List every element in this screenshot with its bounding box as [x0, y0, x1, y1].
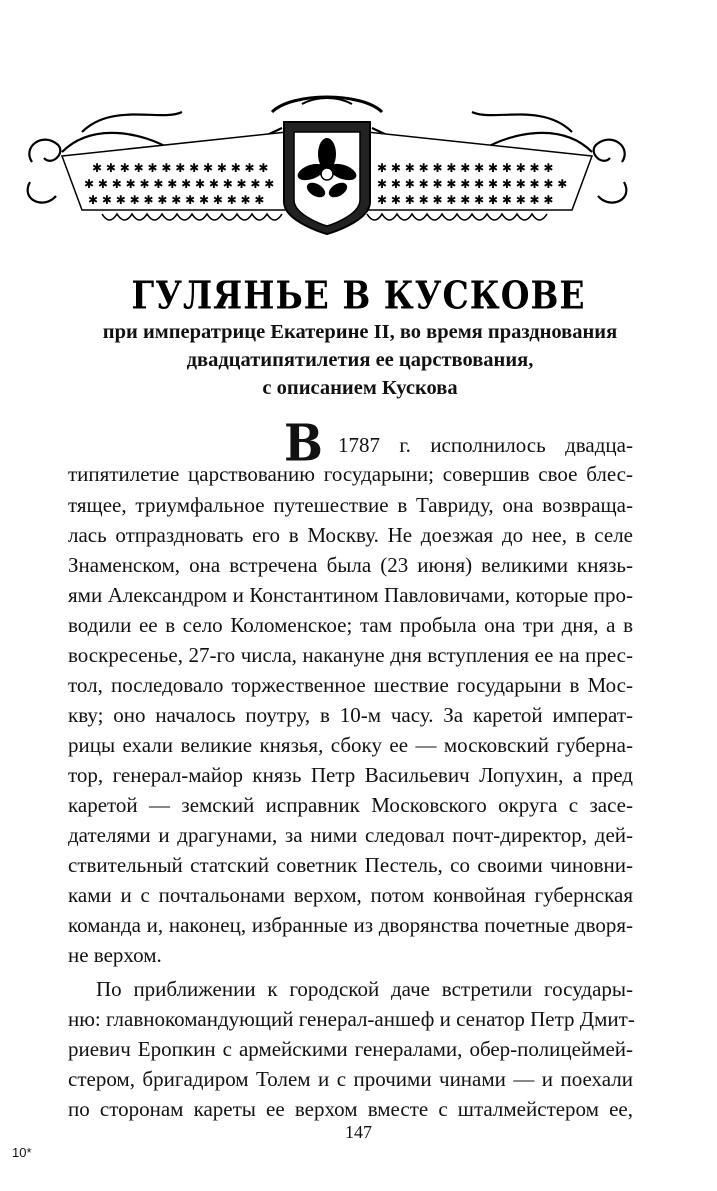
svg-text:✱ ✱ ✱ ✱ ✱ ✱ ✱ ✱ ✱ ✱ ✱ ✱ ✱: ✱ ✱ ✱ ✱ ✱ ✱ ✱ ✱ ✱ ✱ ✱ ✱ ✱	[92, 161, 269, 175]
text-line: воскресенье, 27-го числа, накануне дня вступления ее на прес-	[68, 643, 633, 667]
drop-cap: В	[284, 413, 323, 473]
text-line: кву; оно началось поутру, в 10-м часу. За каретой императ-	[68, 703, 633, 727]
chapter-subtitle-line-2: двадцатипятилетия ее царствования,	[186, 349, 534, 371]
text-line: каретой — земский исправник Московского округа с засе-	[68, 793, 633, 817]
chapter-title: ГУЛЯНЬЕ В КУСКОВЕ	[131, 273, 586, 318]
text-line: дателями и драгунами, за ними следовал почт-директор, дей-	[68, 823, 633, 847]
text-line: 1787 г. исполнилось двадца-	[338, 433, 633, 457]
text-line: тящее, триумфальное путешествие в Тавриду, она возвраща-	[68, 493, 633, 517]
text-line: водили ее в село Коломенское; там пробыла она три дня, а в	[68, 613, 633, 637]
svg-text:✱ ✱ ✱ ✱ ✱ ✱ ✱ ✱ ✱ ✱ ✱ ✱ ✱: ✱ ✱ ✱ ✱ ✱ ✱ ✱ ✱ ✱ ✱ ✱ ✱ ✱	[377, 193, 554, 207]
text-line: ню: главнокомандующий генерал-аншеф и сенатор Петр Дмит-	[68, 1007, 635, 1031]
text-line: тор, генерал-майор князь Петр Васильевич Лопухин, а пред	[68, 763, 633, 787]
svg-text:✱ ✱ ✱ ✱ ✱ ✱ ✱ ✱ ✱ ✱ ✱ ✱ ✱: ✱ ✱ ✱ ✱ ✱ ✱ ✱ ✱ ✱ ✱ ✱ ✱ ✱	[377, 161, 554, 175]
text-line: типятилетие царствованию государыни; совершив свое блес-	[68, 462, 633, 486]
page-number: 147	[345, 1122, 372, 1142]
chapter-subtitle-line-1: при императрице Екатерине II, во время празднования	[102, 321, 618, 343]
header-ornament	[22, 92, 632, 240]
text-line: не верхом.	[68, 943, 162, 967]
text-line: Знаменском, она встречена была (23 июня) великими князь-	[68, 553, 633, 577]
text-line: ями Александром и Константином Павловичами, которые про-	[68, 583, 633, 607]
svg-text:✱ ✱ ✱ ✱ ✱ ✱ ✱ ✱ ✱ ✱ ✱ ✱ ✱ ✱: ✱ ✱ ✱ ✱ ✱ ✱ ✱ ✱ ✱ ✱ ✱ ✱ ✱ ✱	[84, 177, 275, 191]
text-line: тол, последовало торжественное шествие государыни в Мос-	[68, 673, 633, 697]
text-line: по сторонам кареты ее верхом вместе с шталмейстером ее,	[68, 1097, 633, 1121]
text-line: риевич Еропкин с армейскими генералами, обер-полицеймей-	[68, 1037, 633, 1061]
svg-text:✱ ✱ ✱ ✱ ✱ ✱ ✱ ✱ ✱ ✱ ✱ ✱ ✱: ✱ ✱ ✱ ✱ ✱ ✱ ✱ ✱ ✱ ✱ ✱ ✱ ✱	[88, 193, 265, 207]
text-line: стером, бригадиром Толем и с прочими чинами — и поехали	[68, 1067, 633, 1091]
text-line: ствительный статский советник Пестель, со своими чиновни-	[68, 853, 633, 877]
svg-text:✱ ✱ ✱ ✱ ✱ ✱ ✱ ✱ ✱ ✱ ✱ ✱ ✱ ✱: ✱ ✱ ✱ ✱ ✱ ✱ ✱ ✱ ✱ ✱ ✱ ✱ ✱ ✱	[377, 177, 568, 191]
chapter-subtitle-line-3: с описанием Кускова	[262, 377, 458, 399]
text-line: рицы ехали великие князья, сбоку ее — московский губерна-	[68, 733, 633, 757]
text-line: лась отпраздновать его в Москву. Не доезжая до нее, в селе	[68, 523, 633, 547]
text-line: ками и с почтальонами верхом, потом конвойная губернская	[68, 883, 633, 907]
signature-mark: 10*	[12, 1145, 32, 1160]
text-line: По приближении к городской даче встретили государы-	[96, 977, 633, 1001]
text-line: команда и, наконец, избранные из дворянства почетные дворя-	[68, 913, 633, 937]
